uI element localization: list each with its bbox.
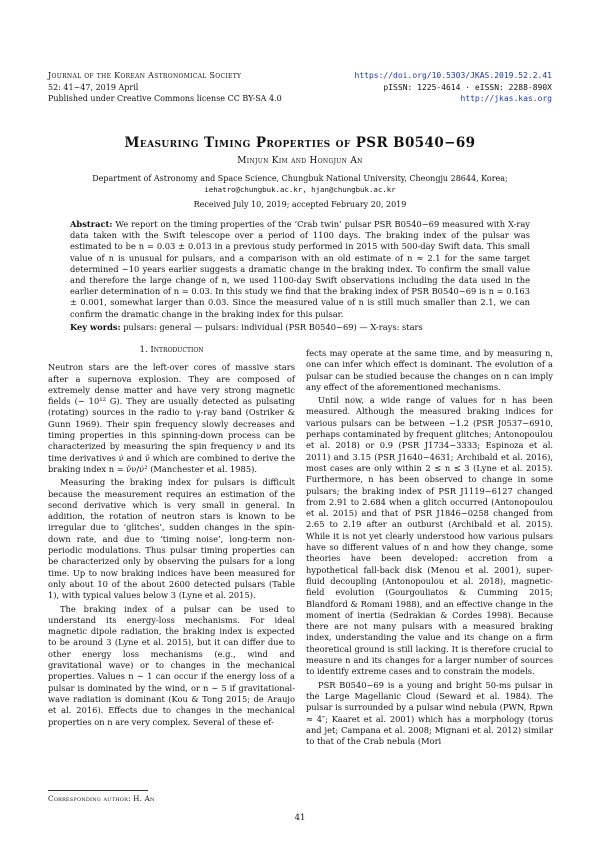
publication-info: [355, 70, 552, 105]
section-heading: 1. Introduction: [139, 345, 204, 355]
author-emails: iehatro@chungbuk.ac.kr, hjan@chungbuk.ac.kr: [204, 185, 396, 194]
journal-header: [48, 70, 282, 105]
paragraph: Until now, a wide range of values for n has been measured. Although the measured braking indices for various pulsars can be between −1.2 (PSR J0537−6910, perhaps contaminated by frequent glitches; Antonopoulou et al. 2018) or 0.9 (PSR J1734−3333; Espinoza et al. 2011) and 3.15 (PSR J1640−4631; Archibald et al. 2016), most cases are only within 2 ≤ n ≤ 3 (Lyne et al. 2015). Furthermore, n has been observed to change in some pulsars; the braking index of PSR J1119−6127 changed from 2.91 to 2.684 when a glitch occurred (Antonopoulou et al. 2015) and that of PSR J1846−0258 changed from 2.65 to 2.19 after an outburst (Archibald et al. 2015). While it is not yet clearly understood how various pulsars have so different values of n and how they change, some theories have been developed: accretion from a hypothetical fall-back disk (Menou et al. 2001), super-fluid decoupling (Antonopoulou et al. 2018), magnetic-field evolution (Gourgouliatos & Cumming 2015; Blandford & Romani 1988), and an effective change in the moment of inertia (Sedrakian & Cordes 1998). Because there are not many pulsars with a measured braking index, understanding the value and its change on a firm theoretical ground is still lacking. It is therefore crucial to measure n and its changes for a larger number of sources to identify extreme cases and to constrain the models.: [306, 395, 553, 677]
paragraph: PSR B0540−69 is a young and bright 50-ms pulsar in the Large Magellanic Cloud (Seward et al. 1984). The pulsar is surrounded by a pulsar wind nebula (PWN, Rpwn ≈ 4″; Kaaret et al. 2001) which has a morphology (torus and jet; Campana et al. 2008; Mignani et al. 2012) similar to that of the Crab nebula (Mori: [306, 679, 553, 747]
keywords-text: pulsars: general — pulsars: individual (PSR B0540−69) — X-rays: stars: [123, 322, 423, 332]
keywords: [70, 322, 530, 332]
footnote-divider: [48, 790, 148, 791]
journal-name: Journal of the Korean Astronomical Society: [48, 71, 242, 80]
affiliation-block: [0, 173, 600, 195]
page-number: 41: [294, 813, 306, 823]
abstract-label: Abstract:: [70, 219, 113, 229]
corresponding-author-footnote: Corresponding author: H. An: [48, 794, 155, 803]
abstract: [70, 219, 530, 320]
paper-title: Measuring Timing Properties of PSR B0540−69: [124, 135, 476, 151]
keywords-label: Key words:: [70, 322, 121, 332]
paragraph: fects may operate at the same time, and by measuring n, one can infer which effect is dominant. The evolution of a pulsar can be studied because the changes on n can imply any effect of the aforementioned mechanisms.: [306, 348, 553, 392]
authors: Minjun Kim and Hongjun An: [237, 156, 363, 166]
license-line: Published under Creative Commons license CC BY-SA 4.0: [48, 94, 282, 103]
doi-link[interactable]: https://doi.org/10.5303/JKAS.2019.52.2.41: [354, 71, 552, 80]
journal-site-link[interactable]: http://jkas.kas.org: [460, 94, 552, 103]
abstract-text: We report on the timing properties of the ‘Crab twin’ pulsar PSR B0540−69 measured with X-ray data taken with the Swift telescope over a period of 1100 days. The braking index of the pulsar was estimated to be n = 0.03 ± 0.013 in a previous study performed in 2015 with 500-day Swift data. This small value of n is unusual for pulsars, and a comparison with an old estimate of n ≈ 2.1 for the same target determined ∼10 years earlier suggests a dramatic change in the braking index. To confirm the small value and therefore the large change of n, we used 1100-day Swift observations including the data used in the earlier determination of n = 0.03. In this study we find that the braking index of PSR B0540−69 is n = 0.163 ± 0.001, somewhat larger than 0.03. Since the measured value of n is still much smaller than 2.1, we can confirm the dramatic change in the braking index for this pulsar.: [70, 219, 530, 319]
paragraph: The braking index of a pulsar can be used to understand its energy-loss mechanisms. For ideal magnetic dipole radiation, the braking index is expected to be around 3 (Lyne et al. 2015), but it can differ due to other energy loss mechanisms (e.g., wind and gravitational wave) or to changes in the mechanical properties. Values n ∼ 1 can occur if the energy loss of a pulsar is dominated by the wind, or n ∼ 5 if gravitational-wave radiation is dominant (Kou & Tong 2015; de Araujo et al. 2016). Effects due to changes in the mechanical properties on n are very complex. Several of these ef-: [48, 603, 295, 727]
paragraph: Neutron stars are the left-over cores of massive stars after a supernova explosion. They are composed of extremely dense matter and have very strong magnetic fields (∼ 10¹² G). They are usually detected as pulsating (rotating) sources in the radio to γ-ray band (Ostriker & Gunn 1969). Their spin frequency slowly decreases and timing properties in this spinning-down process can be characterized by measuring the spin frequency ν and its time derivatives ν̇ and ν̈ which are combined to derive the braking index n = ν̈ν/ν̇² (Manchester et al. 1985).: [48, 362, 295, 474]
received-dates: Received July 10, 2019; accepted February 20, 2019: [193, 200, 407, 209]
paragraph: Measuring the braking index for pulsars is difficult because the measurement requires an estimation of the second derivative which is very small in general. In addition, the rotation of neutron stars is known to be irregular due to ‘glitches’, sudden changes in the spin-down rate, and due to ‘timing noise’, long-term non-periodic modulations. Thus pulsar timing properties can be characterized only by observing the pulsars for a long time. Up to now braking indices have been measured for only about 10 of the about 2600 detected pulsars (Table 1), with typical values below 3 (Lyne et al. 2015).: [48, 477, 295, 601]
affiliation: Department of Astronomy and Space Science, Chungbuk National University, Cheongju 28644, Korea;: [92, 174, 508, 183]
left-column: [48, 345, 295, 730]
issn-line: pISSN: 1225-4614 · eISSN: 2288-890X: [383, 82, 552, 92]
volume-line: 52: 41∼47, 2019 April: [48, 82, 139, 92]
right-column: [306, 348, 553, 749]
